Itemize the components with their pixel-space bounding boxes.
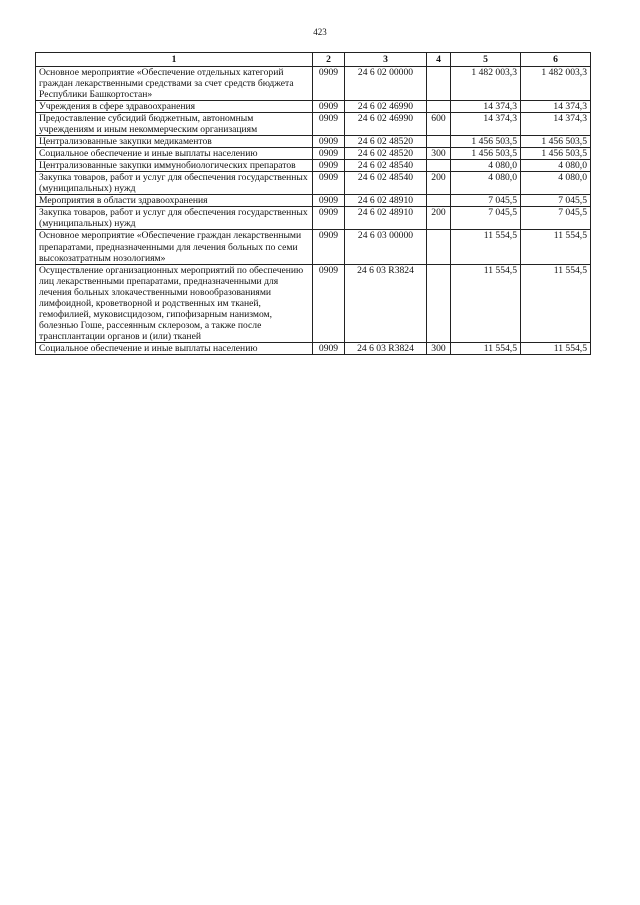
row-amount-year2: 11 554,5 <box>521 342 591 354</box>
row-section-code: 0909 <box>313 160 345 172</box>
table-row <box>36 207 591 230</box>
row-amount-year2: 11 554,5 <box>521 264 591 342</box>
row-amount-year2: 7 045,5 <box>521 207 591 230</box>
header-col-6: 6 <box>521 53 591 67</box>
table-row <box>36 113 591 136</box>
header-col-5: 5 <box>451 53 521 67</box>
row-target-article: 24 6 02 48540 <box>345 172 427 195</box>
row-target-article: 24 6 02 48910 <box>345 195 427 207</box>
row-section-code: 0909 <box>313 136 345 148</box>
row-target-article: 24 6 03 R3824 <box>345 342 427 354</box>
row-name: Мероприятия в области здравоохранения <box>36 195 313 207</box>
row-name: Основное мероприятие «Обеспечение отдельных категорий граждан лекарственными средствами за счет средств бюджета Республики Башкортостан» <box>36 67 313 101</box>
page-number: 423 <box>313 27 327 37</box>
row-expense-type: 300 <box>427 148 451 160</box>
row-amount-year1: 14 374,3 <box>451 101 521 113</box>
row-section-code: 0909 <box>313 342 345 354</box>
row-amount-year2: 14 374,3 <box>521 101 591 113</box>
row-section-code: 0909 <box>313 207 345 230</box>
row-name: Закупка товаров, работ и услуг для обеспечения государственных (муниципальных) нужд <box>36 172 313 195</box>
header-col-4: 4 <box>427 53 451 67</box>
row-amount-year2: 11 554,5 <box>521 230 591 264</box>
row-name: Централизованные закупки медикаментов <box>36 136 313 148</box>
row-target-article: 24 6 02 00000 <box>345 67 427 101</box>
row-target-article: 24 6 03 R3824 <box>345 264 427 342</box>
row-amount-year1: 1 456 503,5 <box>451 136 521 148</box>
row-target-article: 24 6 02 46990 <box>345 113 427 136</box>
row-target-article: 24 6 02 48540 <box>345 160 427 172</box>
row-target-article: 24 6 02 48520 <box>345 136 427 148</box>
row-amount-year2: 1 456 503,5 <box>521 136 591 148</box>
row-expense-type: 200 <box>427 207 451 230</box>
row-name: Учреждения в сфере здравоохранения <box>36 101 313 113</box>
table-row <box>36 230 591 264</box>
table-row <box>36 172 591 195</box>
row-name: Централизованные закупки иммунобиологических препаратов <box>36 160 313 172</box>
row-amount-year2: 1 482 003,3 <box>521 67 591 101</box>
row-amount-year2: 7 045,5 <box>521 195 591 207</box>
row-amount-year2: 14 374,3 <box>521 113 591 136</box>
table-row <box>36 160 591 172</box>
row-target-article: 24 6 02 48910 <box>345 207 427 230</box>
row-amount-year1: 7 045,5 <box>451 195 521 207</box>
header-col-3: 3 <box>345 53 427 67</box>
row-amount-year1: 11 554,5 <box>451 342 521 354</box>
table-header <box>36 53 591 67</box>
row-section-code: 0909 <box>313 148 345 160</box>
header-col-2: 2 <box>313 53 345 67</box>
row-expense-type <box>427 67 451 101</box>
row-name: Осуществление организационных мероприятий по обеспечению лиц лекарственными препаратами, предназначенными для лечения больных злокачественными новообразованиями лимфоидной, кроветворной и родственных им тканей, гемофилией, муковисцидозом, гипофизарным нанизмом, болезнью Гоше, рассеянным склерозом, а также после трансплантации органов и (или) тканей <box>36 264 313 342</box>
row-amount-year1: 4 080,0 <box>451 160 521 172</box>
row-name: Основное мероприятие «Обеспечение граждан лекарственными препаратами, предназначенными для лечения больных по семи высокозатратным нозологиям» <box>36 230 313 264</box>
row-name: Закупка товаров, работ и услуг для обеспечения государственных (муниципальных) нужд <box>36 207 313 230</box>
row-amount-year2: 4 080,0 <box>521 172 591 195</box>
table-row <box>36 67 591 101</box>
table-row <box>36 101 591 113</box>
row-expense-type <box>427 230 451 264</box>
row-expense-type: 300 <box>427 342 451 354</box>
row-amount-year2: 4 080,0 <box>521 160 591 172</box>
row-target-article: 24 6 03 00000 <box>345 230 427 264</box>
row-amount-year1: 11 554,5 <box>451 230 521 264</box>
row-expense-type: 200 <box>427 172 451 195</box>
header-row <box>36 53 591 67</box>
table-row <box>36 264 591 342</box>
table-body <box>36 67 591 355</box>
table-row <box>36 136 591 148</box>
row-amount-year1: 7 045,5 <box>451 207 521 230</box>
header-col-1: 1 <box>36 53 313 67</box>
row-expense-type <box>427 136 451 148</box>
row-amount-year1: 1 456 503,5 <box>451 148 521 160</box>
row-section-code: 0909 <box>313 67 345 101</box>
row-name: Предоставление субсидий бюджетным, автономным учреждениям и иным некоммерческим организациям <box>36 113 313 136</box>
row-target-article: 24 6 02 48520 <box>345 148 427 160</box>
row-section-code: 0909 <box>313 230 345 264</box>
table-row <box>36 148 591 160</box>
row-expense-type: 600 <box>427 113 451 136</box>
row-section-code: 0909 <box>313 101 345 113</box>
table-row <box>36 342 591 354</box>
row-expense-type <box>427 160 451 172</box>
row-section-code: 0909 <box>313 113 345 136</box>
row-amount-year1: 1 482 003,3 <box>451 67 521 101</box>
row-section-code: 0909 <box>313 264 345 342</box>
row-amount-year1: 14 374,3 <box>451 113 521 136</box>
row-name: Социальное обеспечение и иные выплаты населению <box>36 148 313 160</box>
row-section-code: 0909 <box>313 195 345 207</box>
table-row <box>36 195 591 207</box>
row-target-article: 24 6 02 46990 <box>345 101 427 113</box>
budget-table <box>35 52 591 355</box>
row-expense-type <box>427 195 451 207</box>
row-amount-year2: 1 456 503,5 <box>521 148 591 160</box>
row-amount-year1: 11 554,5 <box>451 264 521 342</box>
row-name: Социальное обеспечение и иные выплаты населению <box>36 342 313 354</box>
row-expense-type <box>427 101 451 113</box>
row-amount-year1: 4 080,0 <box>451 172 521 195</box>
row-expense-type <box>427 264 451 342</box>
row-section-code: 0909 <box>313 172 345 195</box>
